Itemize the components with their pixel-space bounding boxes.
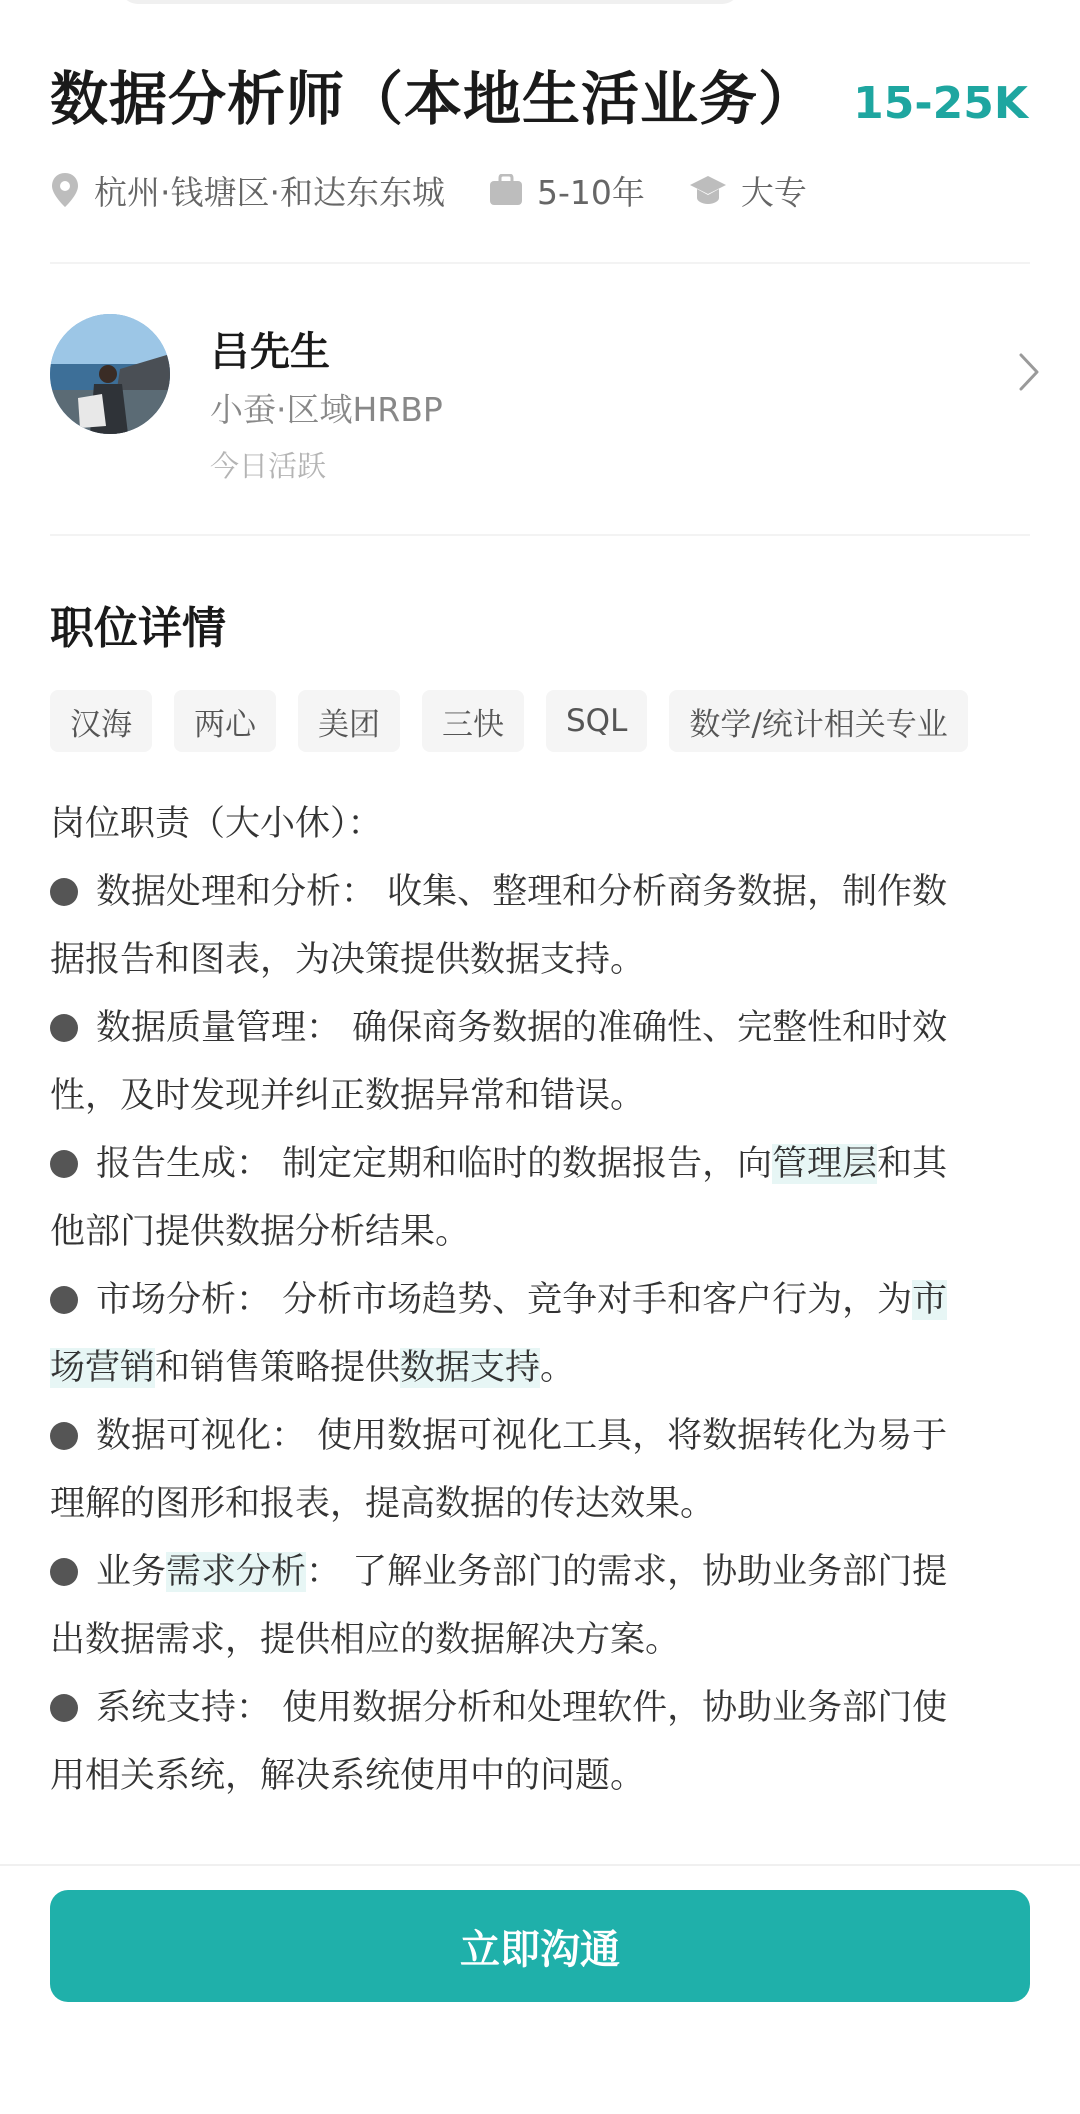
tag-item: SQL [546,690,647,752]
description-line [50,1334,1030,1402]
description-text: 数据处理和分析： 收集、整理和分析商务数据，制作数 [96,872,948,912]
job-description [50,790,1030,1810]
salary-range: 15-25K [853,78,1028,129]
meta-education [689,167,807,214]
recruiter-status: 今日活跃 [210,449,327,483]
description-text: 用相关系统，解决系统使用中的问题。 [50,1756,646,1796]
section-title: 职位详情 [50,603,226,654]
description-text: 系统支持： 使用数据分析和处理软件，协助业务部门使 [96,1688,948,1728]
description-line [50,1538,1030,1606]
bullet-icon [50,1286,78,1314]
description-line [50,994,1030,1062]
education-text: 大专 [740,172,807,212]
avatar [50,314,170,434]
description-line [50,1470,1030,1538]
location-pin-icon [50,172,80,208]
description-line [50,790,1030,858]
bullet-icon [50,1558,78,1586]
description-line [50,858,1030,926]
description-line [50,1266,1030,1334]
tag-item: 汉海 [50,690,152,752]
description-text: 报告生成： 制定定期和临时的数据报告，向 [96,1144,773,1184]
description-line [50,926,1030,994]
tag-list [50,690,990,752]
keyword-link[interactable]: 场营销 [50,1348,156,1388]
description-text: ： 了解业务部门的需求，协助业务部门提 [306,1552,948,1592]
bullet-icon [50,1422,78,1450]
bullet-icon [50,1150,78,1178]
description-line [50,1674,1030,1742]
description-text: 出数据需求，提供相应的数据解决方案。 [50,1620,681,1660]
keyword-link[interactable]: 市 [912,1280,948,1320]
meta-experience [489,167,645,214]
description-line [50,1198,1030,1266]
description-line [50,1742,1030,1810]
description-line [50,1402,1030,1470]
job-title: 数据分析师（本地生活业务） [50,65,818,133]
description-text: 市场分析： 分析市场趋势、竞争对手和客户行为，为 [96,1280,913,1320]
footer-divider [0,1864,1080,1866]
chat-now-button[interactable]: 立即沟通 [50,1890,1030,2002]
experience-text: 5-10年 [536,172,645,212]
meta-location [50,167,445,214]
location-text: 杭州·钱塘区·和达东东城 [94,172,445,212]
tag-item: 美团 [298,690,400,752]
divider [50,262,1030,264]
description-intro: 岗位职责（大小休）： [50,804,383,844]
description-text: 理解的图形和报表，提高数据的传达效果。 [50,1484,716,1524]
job-meta [50,162,851,218]
bullet-icon [50,1014,78,1042]
recruiter-role: 小蚕·区域HRBP [210,390,443,429]
top-handle [120,0,740,4]
graduation-cap-icon [689,174,727,206]
keyword-link[interactable]: 数据支持 [400,1348,541,1388]
recruiter-card[interactable] [50,300,1040,500]
description-text: 据报告和图表，为决策提供数据支持。 [50,940,646,980]
description-text: 业务 [96,1552,167,1592]
description-text: 。 [540,1348,576,1388]
description-text: 数据质量管理： 确保商务数据的准确性、完整性和时效 [96,1008,948,1048]
description-line [50,1130,1030,1198]
description-text: 数据可视化： 使用数据可视化工具，将数据转化为易于 [96,1416,948,1456]
chevron-right-icon[interactable] [1018,352,1040,392]
bullet-icon [50,878,78,906]
recruiter-name: 吕先生 [210,329,330,375]
keyword-link[interactable]: 需求分析 [166,1552,307,1592]
divider [50,534,1030,536]
keyword-link[interactable]: 管理层 [772,1144,878,1184]
tag-item: 三快 [422,690,524,752]
description-line [50,1606,1030,1674]
description-text: 和销售策略提供 [155,1348,401,1388]
briefcase-icon [489,174,523,206]
bullet-icon [50,1694,78,1722]
description-line [50,1062,1030,1130]
tag-item: 数学/统计相关专业 [669,690,967,752]
description-text: 和其 [877,1144,948,1184]
description-text: 他部门提供数据分析结果。 [50,1212,471,1252]
header [50,52,1030,142]
tag-item: 两心 [174,690,276,752]
description-text: 性，及时发现并纠正数据异常和错误。 [50,1076,646,1116]
